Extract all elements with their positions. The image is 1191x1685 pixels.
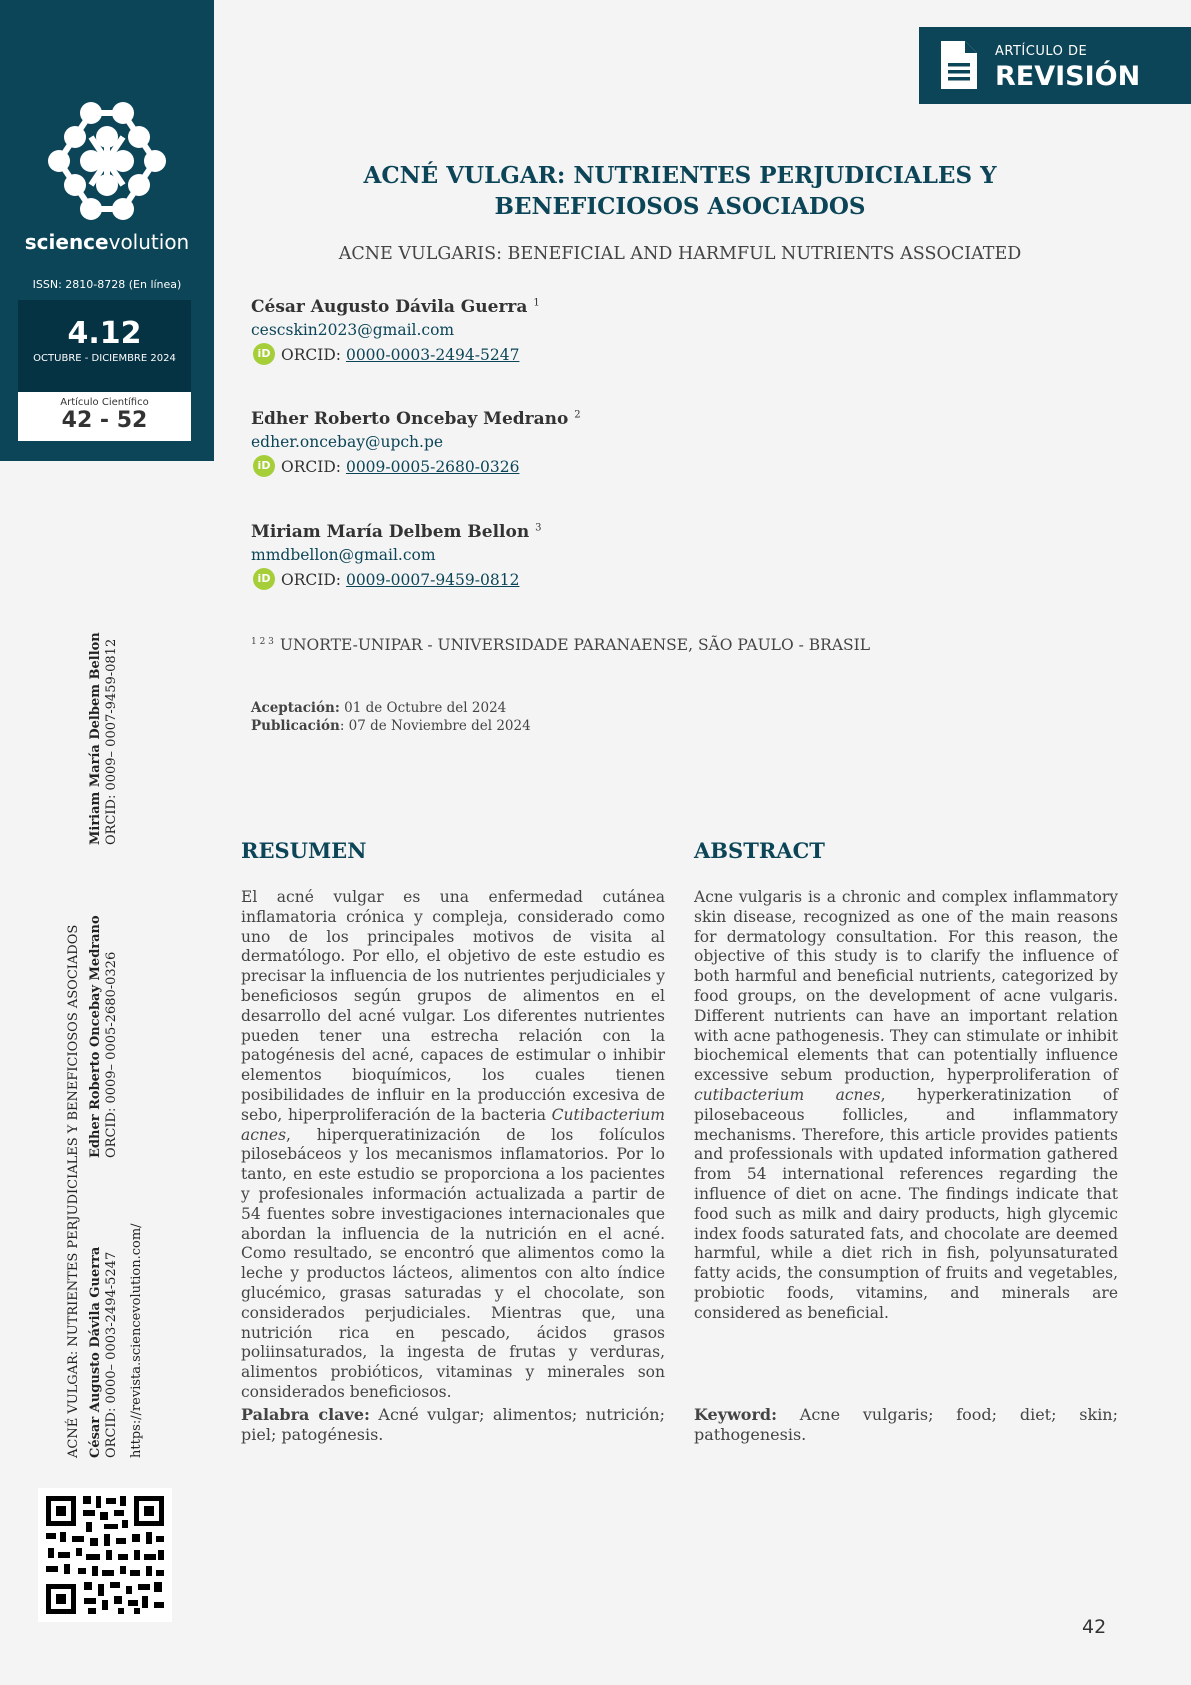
article-type-badge bbox=[919, 27, 1191, 104]
author-block bbox=[251, 297, 540, 365]
article-type-label: Artículo Científico bbox=[60, 397, 149, 408]
badge-small-text: ARTÍCULO DE bbox=[995, 44, 1088, 59]
pages-box bbox=[18, 392, 191, 441]
article-title: ACNÉ VULGAR: NUTRIENTES PERJUDICIALES Y BENEFICIOSOS ASOCIADOS bbox=[363, 162, 997, 220]
resumen-keywords: Palabra clave: Acné vulgar; alimentos; nutrición; piel; patogénesis. bbox=[241, 1405, 665, 1444]
page-range: 42 - 52 bbox=[61, 408, 148, 433]
vertical-author-3: Miriam María Delbem Bellon ORCID: 0009– 0007-9459-0812 bbox=[88, 632, 119, 845]
document-icon bbox=[939, 39, 979, 91]
author-block bbox=[251, 522, 542, 590]
acceptance-date: Aceptación: 01 de Octubre del 2024 bbox=[251, 700, 507, 716]
author-email[interactable]: edher.oncebay@upch.pe bbox=[251, 433, 444, 451]
qr-code-icon[interactable] bbox=[38, 1488, 172, 1622]
publication-date: Publicación: 07 de Noviembre del 2024 bbox=[251, 718, 531, 734]
abstract-keywords: Keyword: Acne vulgaris; food; diet; skin; pathogenesis. bbox=[694, 1405, 1118, 1444]
author-email[interactable]: cescskin2023@gmail.com bbox=[251, 321, 455, 339]
vertical-running-title: ACNÉ VULGAR: NUTRIENTES PERJUDICIALES Y BENEFICIOSOS ASOCIADOS bbox=[66, 924, 81, 1458]
issn-label: ISSN: 2810-8728 (En línea) bbox=[32, 278, 182, 291]
orcid-icon: iD bbox=[253, 455, 275, 477]
volume-period: OCTUBRE - DICIEMBRE 2024 bbox=[33, 353, 176, 364]
vertical-author-2: Edher Roberto Oncebay Medrano ORCID: 0009– 0005-2680-0326 bbox=[88, 915, 119, 1158]
author-email[interactable]: mmdbellon@gmail.com bbox=[251, 546, 436, 564]
journal-name: sciencevolution bbox=[24, 230, 190, 254]
abstract-heading: ABSTRACT bbox=[694, 838, 825, 863]
author-block bbox=[251, 409, 581, 477]
journal-logo-icon bbox=[42, 100, 172, 220]
vertical-author-1: César Augusto Dávila Guerra ORCID: 0000– 0003-2494-5247 bbox=[88, 1246, 119, 1458]
orcid-icon: iD bbox=[253, 343, 275, 365]
author-orcid: iD ORCID: 0009-0005-2680-0326 bbox=[251, 455, 581, 477]
affiliation: $^{1 2 3}$ UNORTE-UNIPAR - UNIVERSIDADE PARANAENSE, SÃO PAULO - BRASIL bbox=[251, 636, 871, 654]
page-number: 42 bbox=[1082, 1616, 1107, 1638]
orcid-icon: iD bbox=[253, 568, 275, 590]
dates-block bbox=[251, 699, 531, 735]
author-orcid: iD ORCID: 0000-0003-2494-5247 bbox=[251, 343, 540, 365]
journal-sidebar bbox=[0, 0, 214, 461]
abstract-body: Acne vulgaris is a chronic and complex inflammatory skin disease, recognized as one of the main reasons for dermatology consultation. For this reason, the objective of this study is to clarify the influence of both harmful and beneficial nutrients, categorized by food groups, on the development of acne vulgaris. Different nutrients can have an important relation with acne pathogenesis. They can stimulate or inhibit biochemical elements that can potentially influence excessive sebum production, hyperproliferation of cutibacterium acnes, hyperkeratinization of pilosebaceous follicles, and inflammatory mechanisms. Therefore, this article provides patients and professionals with updated information gathered from 54 international references regarding the influence of diet on acne. The findings indicate that food such as milk and dairy products, high glycemic index foods saturated fats, and chocolate are deemed harmful, while a diet rich in fish, polyunsaturated fatty acids, the consumption of fruits and vegetables, probiotic foods, vitamins, and minerals are considered as beneficial. bbox=[694, 888, 1118, 1322]
article-subtitle: ACNE VULGARIS: BENEFICIAL AND HARMFUL NUTRIENTS ASSOCIATED bbox=[338, 244, 1022, 264]
author-name: César Augusto Dávila Guerra $^1$ bbox=[251, 297, 540, 317]
orcid-link[interactable]: 0000-0003-2494-5247 bbox=[345, 346, 520, 364]
author-orcid: iD ORCID: 0009-0007-9459-0812 bbox=[251, 568, 542, 590]
author-name: Edher Roberto Oncebay Medrano $^2$ bbox=[251, 409, 581, 429]
orcid-link[interactable]: 0009-0007-9459-0812 bbox=[345, 571, 520, 589]
volume-number: 4.12 bbox=[67, 316, 142, 351]
volume-box bbox=[18, 300, 191, 392]
vertical-url[interactable]: https://revista.sciencevolution.com/ bbox=[129, 1223, 144, 1458]
orcid-link[interactable]: 0009-0005-2680-0326 bbox=[345, 458, 520, 476]
resumen-body: El acné vulgar es una enfermedad cutánea inflamatoria crónica y compleja, considerado como uno de los principales motivos de visita al dermatólogo. Por ello, el objetivo de este estudio es precisar la influencia de los nutrientes perjudiciales y beneficiosos según grupos de alimentos en el desarrollo del acné vulgar. Los diferentes nutrientes pueden tener una estrecha relación con la patogénesis del acné, capaces de estimular o inhibir elementos bioquímicos, los cuales tienen posibilidades de influir en la producción excesiva de sebo, hiperproliferación de la bacteria Cutibacterium acnes, hiperqueratinización de los folículos pilosebáceos y los mecanismos inflamatorios. Por lo tanto, en este estudio se proporciona a los pacientes y profesionales información actualizada a partir de 54 fuentes sobre investigaciones internacionales que abordan la influencia de la nutrición en el acné. Como resultado, se encontró que alimentos como la leche y productos lácteos, alimentos con alto índice glucémico, grasas saturadas y el chocolate, son considerados perjudiciales. Mientras que, una nutrición rica en pescado, ácidos grasos poliinsaturados, la ingesta de frutas y verduras, alimentos probióticos, vitaminas y minerales son considerados beneficiosos. bbox=[241, 888, 665, 1401]
resumen-heading: RESUMEN bbox=[241, 838, 367, 863]
badge-big-text: REVISIÓN bbox=[995, 61, 1141, 92]
author-name: Miriam María Delbem Bellon $^3$ bbox=[251, 522, 542, 542]
